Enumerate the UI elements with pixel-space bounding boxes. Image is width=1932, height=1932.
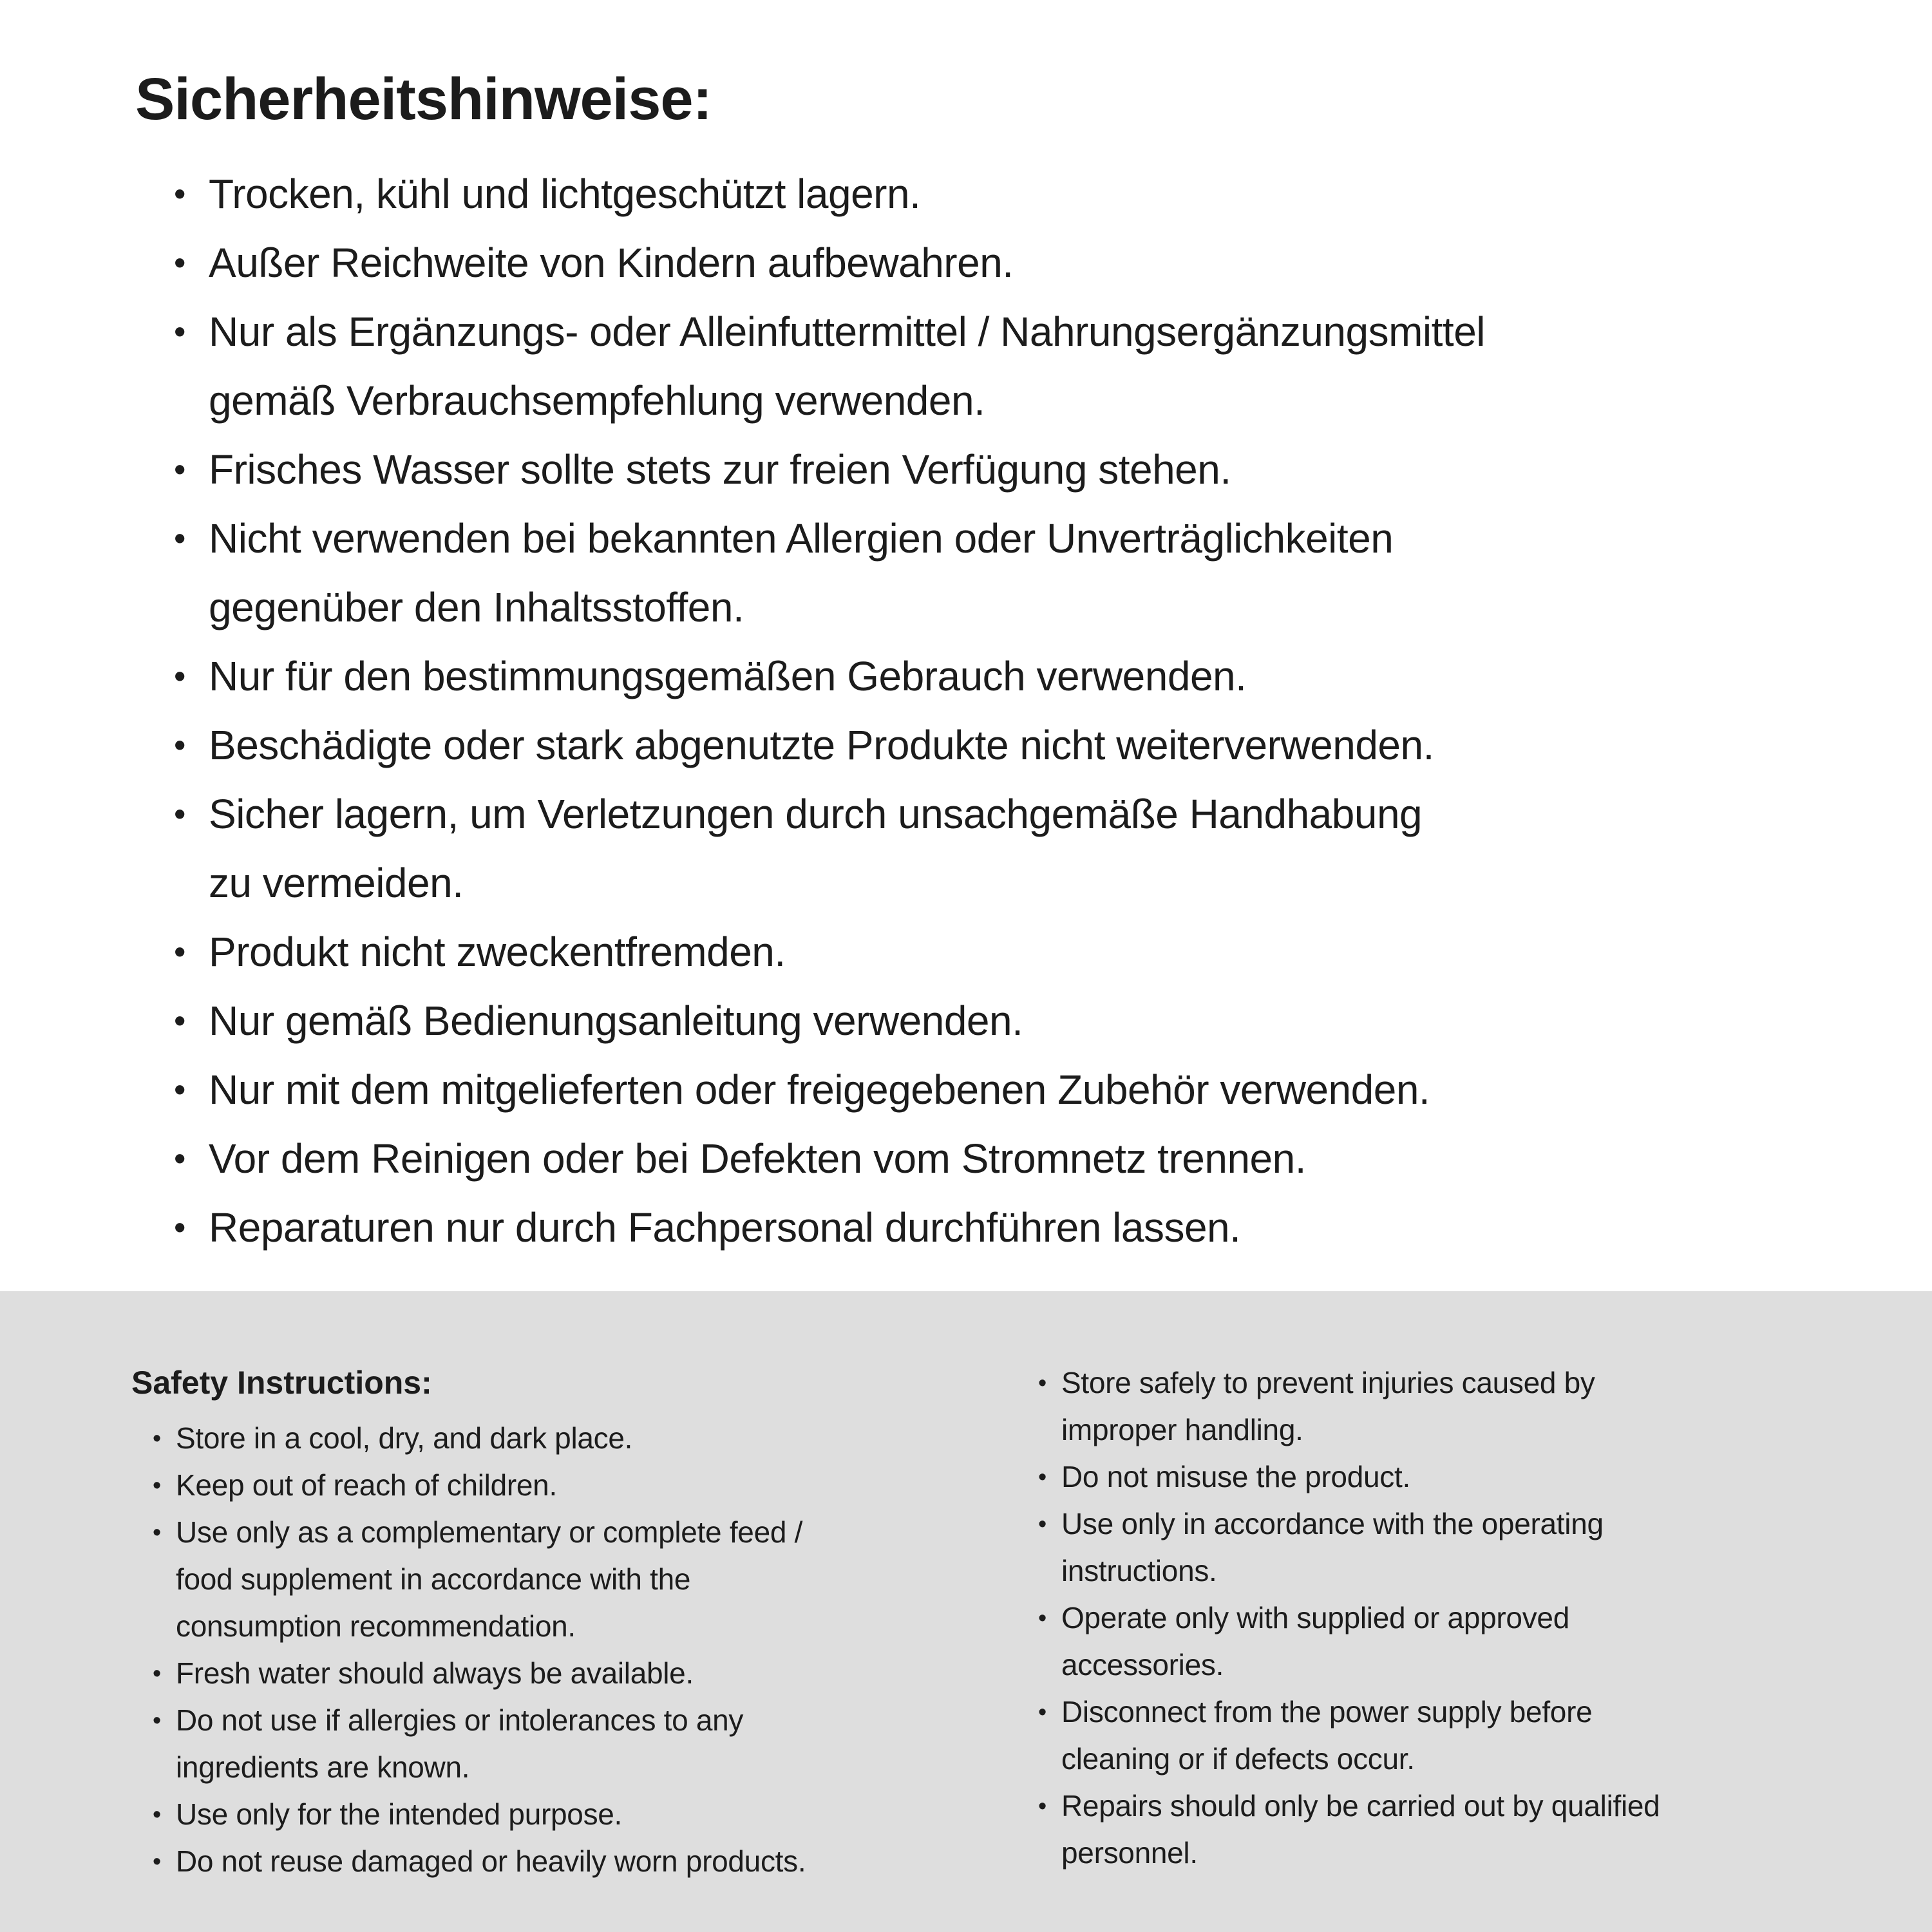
english-bullet-list-left <box>153 1415 1016 1885</box>
list-item: • Sicher lagern, um Verletzungen durch unsachgemäße Handhabung zu vermeiden. <box>174 780 1932 918</box>
list-item: • Produkt nicht zweckentfremden. <box>174 918 1932 987</box>
list-item: • Reparaturen nur durch Fachpersonal durchführen lassen. <box>174 1193 1932 1262</box>
list-item: • Keep out of reach of children. <box>153 1462 1016 1509</box>
list-item: • Nur mit dem mitgelieferten oder freigegebenen Zubehör verwenden. <box>174 1056 1932 1124</box>
list-item: • Beschädigte oder stark abgenutzte Produkte nicht weiterverwenden. <box>174 711 1932 780</box>
english-bullet-list-right <box>1038 1359 1908 1877</box>
german-section-title: Sicherheitshinweise: <box>135 66 712 132</box>
list-item: • Vor dem Reinigen oder bei Defekten vom Stromnetz trennen. <box>174 1124 1932 1193</box>
list-item: • Store safely to prevent injuries caused by improper handling. <box>1038 1359 1908 1454</box>
list-item: • Nur gemäß Bedienungsanleitung verwenden. <box>174 987 1932 1056</box>
list-item: • Use only in accordance with the operating instructions. <box>1038 1501 1908 1595</box>
list-item: • Nur für den bestimmungsgemäßen Gebrauch verwenden. <box>174 642 1932 711</box>
list-item: • Do not use if allergies or intolerances to any ingredients are known. <box>153 1697 1016 1791</box>
list-item: • Nicht verwenden bei bekannten Allergien oder Unverträglichkeiten gegenüber den Inhaltsstoffen. <box>174 504 1932 642</box>
list-item: • Operate only with supplied or approved accessories. <box>1038 1595 1908 1689</box>
list-item: • Repairs should only be carried out by qualified personnel. <box>1038 1783 1908 1877</box>
german-bullet-list <box>174 160 1932 1262</box>
english-section-title: Safety Instructions: <box>131 1365 432 1401</box>
list-item: • Frisches Wasser sollte stets zur freien Verfügung stehen. <box>174 435 1932 504</box>
english-safety-section <box>0 1291 1932 1932</box>
list-item: • Fresh water should always be available. <box>153 1650 1016 1697</box>
list-item: • Disconnect from the power supply before cleaning or if defects occur. <box>1038 1689 1908 1783</box>
list-item: • Store in a cool, dry, and dark place. <box>153 1415 1016 1462</box>
list-item: • Do not misuse the product. <box>1038 1454 1908 1501</box>
list-item: • Außer Reichweite von Kindern aufbewahren. <box>174 229 1932 298</box>
list-item: • Use only as a complementary or complete feed / food supplement in accordance with the consumption recommendation. <box>153 1509 1016 1650</box>
list-item: • Use only for the intended purpose. <box>153 1791 1016 1838</box>
list-item: • Trocken, kühl und lichtgeschützt lagern. <box>174 160 1932 229</box>
list-item: • Nur als Ergänzungs- oder Alleinfuttermittel / Nahrungsergänzungsmittel gemäß Verbrauchsempfehlung verwenden. <box>174 298 1932 435</box>
list-item: • Do not reuse damaged or heavily worn products. <box>153 1838 1016 1885</box>
